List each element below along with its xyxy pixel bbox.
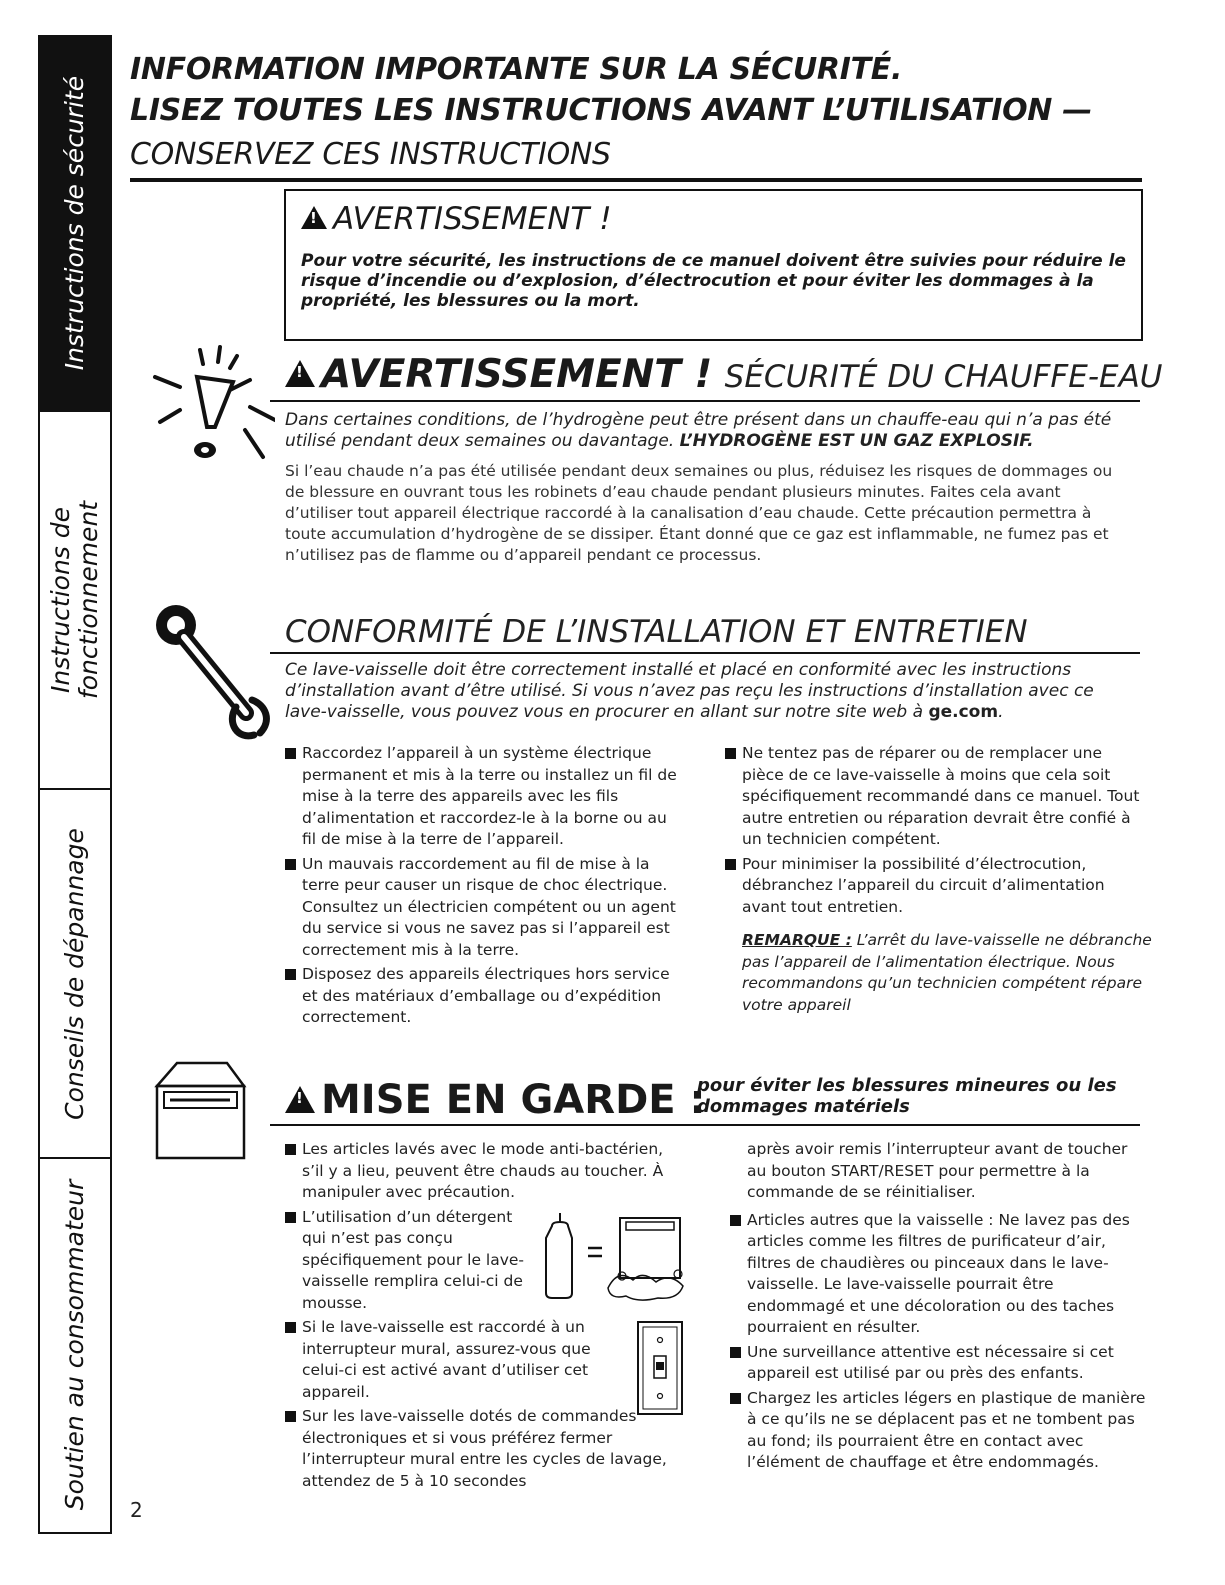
- warning-triangle-icon: [285, 1086, 315, 1113]
- tab-label: Conseils de dépannage: [60, 827, 89, 1120]
- tab-label: Soutien au consommateur: [60, 1179, 89, 1510]
- list-item: Si le lave-vaisselle est raccordé à un interrupteur mural, assurez-vous que celui-ci est activé avant d’utiliser cet appareil.: [285, 1317, 612, 1403]
- heater-intro-bold: L’HYDROGÈNE EST UN GAZ EXPLOSIF.: [679, 431, 1034, 451]
- warning-box-title: [301, 201, 612, 237]
- tab-troubleshooting[interactable]: [40, 790, 110, 1159]
- install-left-list: [285, 743, 680, 1032]
- warning-triangle-icon: [285, 360, 315, 387]
- heater-title-bold: AVERTISSEMENT !: [321, 352, 713, 397]
- detergent-foam-illustration: [538, 1208, 688, 1303]
- list-item: Une surveillance attentive est nécessaire si cet appareil est utilisé par ou près des enfants.: [730, 1342, 1148, 1385]
- list-item: Ne tentez pas de réparer ou de remplacer une pièce de ce lave-vaisselle à moins que cela soit spécifiquement recommandé dans ce manuel. Tout autre entretien ou réparation devrait être confié à un technicien compétent.: [725, 743, 1145, 851]
- hydrogen-alert-icon: [145, 342, 275, 477]
- heater-rule: [270, 400, 1140, 402]
- caution-title: [285, 1075, 706, 1125]
- remarque-label: REMARQUE :: [742, 931, 852, 949]
- list-item: Disposez des appareils électriques hors service et des matériaux d’emballage ou d’expédition correctement.: [285, 964, 680, 1029]
- list-item: Sur les lave-vaisselle dotés de commandes électroniques et si vous préférez fermer l’interrupteur mural entre les cycles de lavage, attendez de 5 à 10 secondes: [285, 1406, 677, 1492]
- warning-title-text: AVERTISSEMENT !: [333, 201, 612, 237]
- list-item: Les articles lavés avec le mode anti-bactérien, s’il y a lieu, peuvent être chauds au toucher. À manipuler avec précaution.: [285, 1139, 677, 1204]
- install-intro: [285, 660, 1135, 723]
- heater-title-light: SÉCURITÉ DU CHAUFFE-EAU: [724, 359, 1163, 395]
- header-line-2: LISEZ TOUTES LES INSTRUCTIONS AVANT L’UTILISATION —: [130, 93, 1092, 128]
- list-item-continuation: après avoir remis l’interrupteur avant de toucher au bouton START/RESET pour permettre à la commande de se réinitialiser.: [747, 1140, 1128, 1201]
- tab-label: Instructions de sécurité: [60, 75, 89, 370]
- wall-switch-icon: [634, 1318, 686, 1418]
- wrench-icon: [148, 595, 273, 745]
- tab-label: Instructions de fonctionnement: [46, 500, 103, 700]
- heater-intro-text: Dans certaines conditions, de l’hydrogène peut être présent dans un chauffe-eau qui n’a pas été utilisé pendant deux semaines ou davantage.: [285, 410, 1112, 451]
- caution-rule: [270, 1124, 1140, 1126]
- heater-section-title: [285, 352, 1163, 400]
- caution-subtitle: [697, 1075, 1117, 1117]
- install-right-list: [725, 743, 1145, 921]
- install-remarque: [725, 930, 1162, 1016]
- tab-consumer-support[interactable]: [40, 1159, 110, 1530]
- warning-box-body: Pour votre sécurité, les instructions de ce manuel doivent être suivies pour réduire le risque d’incendie ou d’explosion, d’électrocution et pour éviter les dommages à la propriété, les blessures ou la mort.: [301, 251, 1126, 311]
- tab-safety-instructions[interactable]: [40, 35, 110, 412]
- warning-triangle-icon: [301, 206, 327, 229]
- section-tab-column: [38, 35, 112, 1534]
- caution-left-list: [285, 1139, 680, 1495]
- heater-body: Si l’eau chaude n’a pas été utilisée pendant deux semaines ou plus, réduisez les risques de dommages ou de blessure en ouvrant tous les robinets d’eau chaude pendant plusieurs minutes. Faites cela avant d’utiliser tout appareil électrique raccordé à la canalisation d’eau chaude. Cette précaution permettra à toute accumulation d’hydrogène de se dissiper. Étant donné que ce gaz est inflammable, ne fumez pas et n’utilisez pas de flamme ou d’appareil pendant ce processus.: [285, 462, 1113, 564]
- header-line-1: INFORMATION IMPORTANTE SUR LA SÉCURITÉ.: [130, 52, 903, 87]
- list-item: Raccordez l’appareil à un système électrique permanent et mis à la terre ou installez un fil de mise à la terre des appareils avec les fils d’alimentation et raccordez-le à la borne ou au fil de mise à la terre de l’appareil.: [285, 743, 680, 851]
- remarque-text: L’arrêt du lave-vaisselle ne débranche pas l’appareil de l’alimentation électrique. Nous recommandons qu’un technicien compétent répare votre appareil: [742, 931, 1152, 1014]
- tab-operating-instructions[interactable]: [40, 412, 110, 790]
- page-number: 2: [130, 1498, 143, 1522]
- heater-intro: [285, 410, 1135, 452]
- header-rule: [130, 178, 1142, 182]
- list-item: Pour minimiser la possibilité d’électrocution, débranchez l’appareil du circuit d’alimentation avant tout entretien.: [725, 854, 1145, 919]
- ge-website-link[interactable]: ge.com: [928, 702, 999, 722]
- install-rule: [270, 652, 1140, 654]
- list-item: Chargez les articles légers en plastique de manière à ce qu’ils ne se déplacent pas et ne tombent pas au fond; ils pourraient être en contact avec l’élément de chauffage et être endommagés.: [730, 1388, 1148, 1474]
- warning-box: [284, 189, 1143, 341]
- caution-subtitle-line-1: pour éviter les blessures mineures ou les: [697, 1075, 1117, 1096]
- install-intro-text: Ce lave-vaisselle doit être correctement installé et placé en conformité avec les instructions d’installation avant d’être utilisé. Si vous n’avez pas reçu les instructions d’installation avec ce lave-vaisselle, vous pouvez vous en procurer en allant sur notre site web à: [285, 660, 1094, 722]
- install-section-title: CONFORMITÉ DE L’INSTALLATION ET ENTRETIEN: [285, 614, 1028, 650]
- list-item: Un mauvais raccordement au fil de mise à la terre peur causer un risque de choc électrique. Consultez un électricien compétent ou un agent du service si vous ne savez pas si l’appareil est correctement mis à la terre.: [285, 854, 680, 962]
- install-intro-period: .: [998, 702, 1004, 722]
- dishwasher-icon: [152, 1058, 247, 1163]
- caution-right-list: [730, 1139, 1148, 1477]
- caution-subtitle-line-2: dommages matériels: [697, 1096, 910, 1117]
- list-item: L’utilisation d’un détergent qui n’est pas conçu spécifiquement pour le lave-vaisselle remplira celui-ci de mousse.: [285, 1207, 527, 1315]
- header-line-3: CONSERVEZ CES INSTRUCTIONS: [130, 137, 611, 172]
- list-item: Articles autres que la vaisselle : Ne lavez pas des articles comme les filtres de purificateur d’air, filtres de chaudières ou pinceaux dans le lave-vaisselle. Le lave-vaisselle pourrait être endommagé et une décoloration ou des taches pourraient en résulter.: [730, 1210, 1148, 1339]
- caution-title-text: MISE EN GARDE :: [321, 1077, 706, 1123]
